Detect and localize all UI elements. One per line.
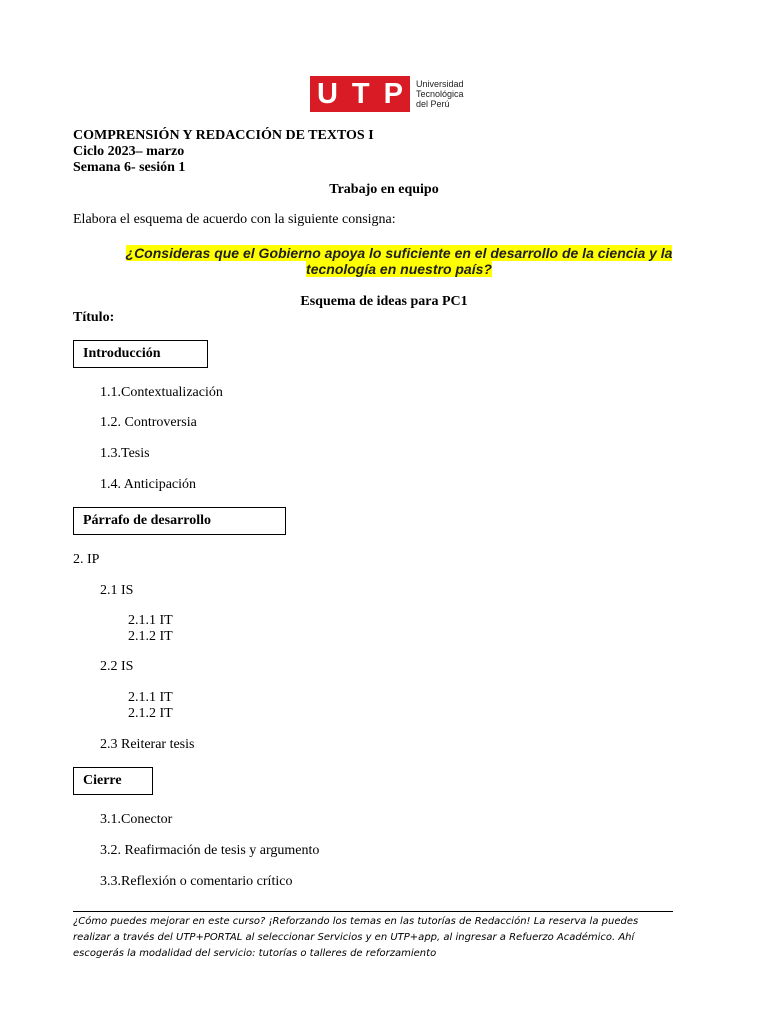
closing-heading: Cierre xyxy=(83,773,122,788)
logo-letter-u: U xyxy=(316,77,338,110)
footer-note xyxy=(73,914,683,962)
outline-title: Esquema de ideas para PC1 xyxy=(300,294,468,309)
question-line-2: tecnología en nuestro país? xyxy=(306,261,492,277)
intro-item: 1.4. Anticipación xyxy=(100,477,197,492)
intro-heading: Introducción xyxy=(83,346,161,361)
intro-item: 1.2. Controversia xyxy=(100,415,197,430)
secondary-idea: 2.1 IS xyxy=(100,583,134,598)
footer-line: escogerás la modalidad del servicio: tutorías o talleres de reforzamiento xyxy=(73,948,437,959)
week-label: Semana 6- sesión 1 xyxy=(73,160,186,175)
title-label: Título: xyxy=(73,310,115,325)
footer-line: realizar a través del UTP+PORTAL al seleccionar Servicios y en UTP+app, al ingresar a Refuerzo Académico. Ahí xyxy=(73,932,635,943)
tertiary-idea: 2.1.1 IT xyxy=(128,690,173,705)
intro-item: 1.3.Tesis xyxy=(100,446,150,461)
reiterate-thesis: 2.3 Reiterar tesis xyxy=(100,737,195,752)
instruction-text: Elabora el esquema de acuerdo con la siguiente consigna: xyxy=(73,212,396,227)
footer-line: ¿Cómo puedes mejorar en este curso? ¡Reforzando los temas en las tutorías de Redacción! La reserva la puedes xyxy=(73,916,639,927)
logo-wordmark xyxy=(416,79,464,109)
development-heading-box xyxy=(73,507,286,535)
utp-logo xyxy=(310,76,464,112)
development-heading: Párrafo de desarrollo xyxy=(83,513,212,528)
logo-letter-p: P xyxy=(383,77,403,110)
secondary-idea: 2.2 IS xyxy=(100,659,134,674)
closing-item: 3.2. Reafirmación de tesis y argumento xyxy=(100,843,320,858)
utp-logo-mark xyxy=(310,76,410,112)
closing-item: 3.3.Reflexión o comentario crítico xyxy=(100,874,293,889)
course-title: COMPRENSIÓN Y REDACCIÓN DE TEXTOS I xyxy=(73,128,374,143)
tertiary-idea: 2.1.1 IT xyxy=(128,613,173,628)
tertiary-idea: 2.1.2 IT xyxy=(128,629,173,644)
intro-heading-box xyxy=(73,340,208,368)
closing-heading-box xyxy=(73,767,153,795)
team-work-heading: Trabajo en equipo xyxy=(329,182,439,197)
logo-letter-t: T xyxy=(351,77,370,110)
question-prompt xyxy=(118,245,680,277)
logo-text-line: Tecnológica xyxy=(416,89,464,99)
logo-text-line: Universidad xyxy=(416,79,464,89)
tertiary-idea: 2.1.2 IT xyxy=(128,706,173,721)
main-idea: 2. IP xyxy=(73,552,100,567)
closing-item: 3.1.Conector xyxy=(100,812,173,827)
cycle-label: Ciclo 2023– marzo xyxy=(73,144,185,159)
footer-divider xyxy=(73,911,673,912)
question-line-1: ¿Consideras que el Gobierno apoya lo suficiente en el desarrollo de la ciencia y la xyxy=(125,245,673,261)
logo-text-line: del Perú xyxy=(416,99,450,109)
intro-item: 1.1.Contextualización xyxy=(100,385,223,400)
